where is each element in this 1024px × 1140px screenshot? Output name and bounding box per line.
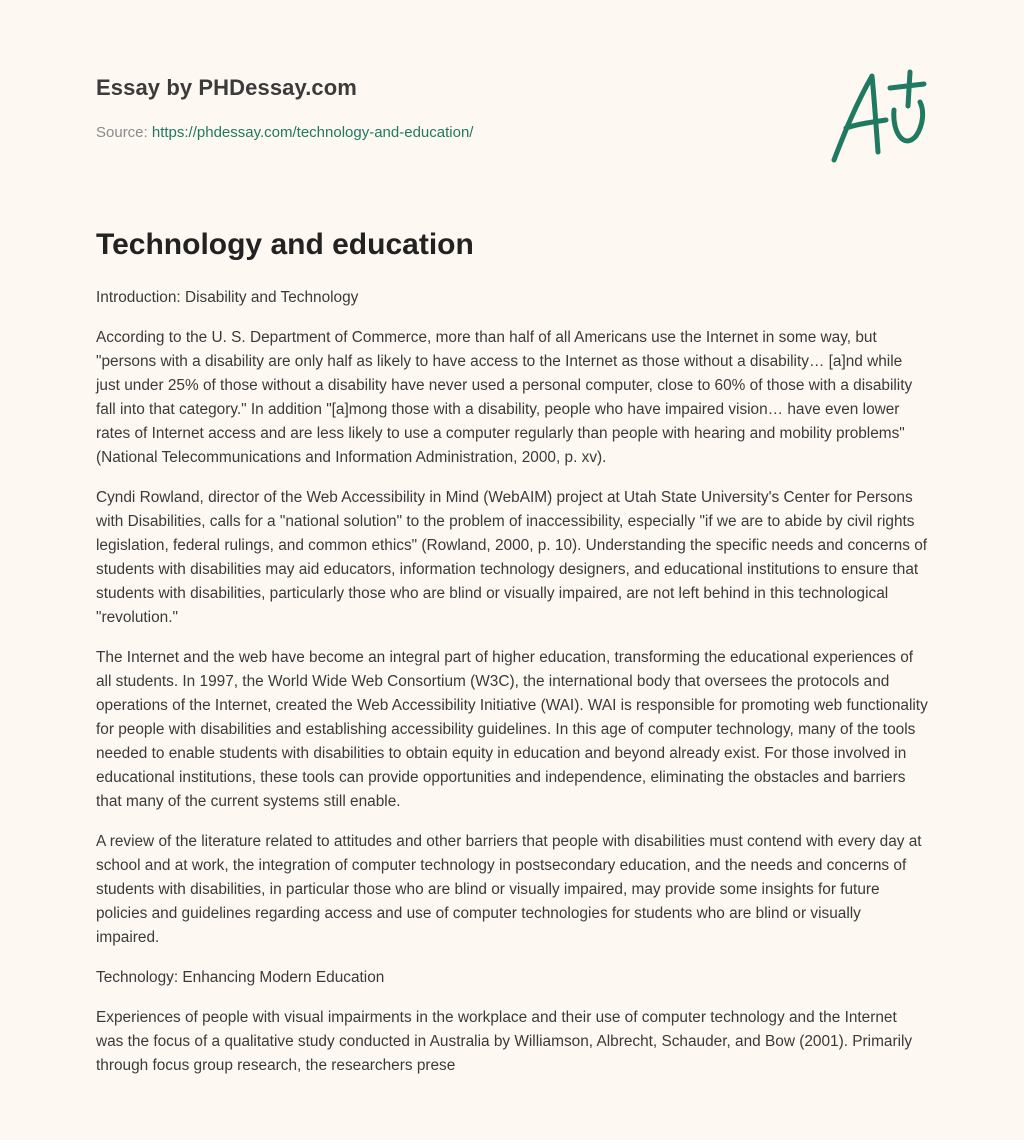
a-plus-logo-icon bbox=[828, 66, 932, 166]
essay-paragraph: A review of the literature related to attitudes and other barriers that people with disabilities must contend with every day at school and at work, the integration of computer technology in postsecondary education, and the needs and concerns of students with disabilities, in particular those who are blind or visually impaired, may provide some insights for future policies and guidelines regarding access and use of computer technologies for students who are blind or visually impaired. bbox=[96, 833, 922, 946]
essay-title: Technology and education bbox=[96, 228, 474, 261]
source-link[interactable]: https://phdessay.com/technology-and-education/ bbox=[151, 124, 474, 141]
essay-paragraph: Experiences of people with visual impairments in the workplace and their use of computer technology and the Internet was the focus of a qualitative study conducted in Australia by Williamson, Albrecht, Schauder, and Bow (2001). Primarily through focus group research, the researchers prese bbox=[96, 1009, 913, 1074]
essay-paragraph: Technology: Enhancing Modern Education bbox=[96, 969, 385, 986]
source-label: Source: bbox=[96, 124, 148, 141]
essay-paragraph: The Internet and the web have become an integral part of higher education, transforming the educational experiences of all students. In 1997, the World Wide Web Consortium (W3C), the international body that oversees the protocols and operations of the Internet, created the Web Accessibility Initiative (WAI). WAI is responsible for promoting web functionality for people with disabilities and establishing accessibility guidelines. In this age of computer technology, many of the tools needed to enable students with disabilities to obtain equity in education and beyond already exist. For those involved in educational institutions, these tools can provide opportunities and independence, eliminating the obstacles and barriers that many of the current systems still enable. bbox=[96, 649, 928, 810]
essay-body bbox=[96, 286, 928, 1078]
essay-paragraph: According to the U. S. Department of Commerce, more than half of all Americans use the Internet in some way, but "persons with a disability are only half as likely to have access to the Internet as those without a disability… [a]nd while just under 25% of those without a disability have never used a personal computer, close to 60% of those with a disability fall into that category." In addition "[a]mong those with a disability, people who have impaired vision… have even lower rates of Internet access and are less likely to use a computer regularly than people with hearing and mobility problems" (National Telecommunications and Information Administration, 2000, p. xv). bbox=[96, 329, 913, 466]
essay-paragraph: Cyndi Rowland, director of the Web Accessibility in Mind (WebAIM) project at Utah State University's Center for Persons with Disabilities, calls for a "national solution" to the problem of inaccessibility, especially "if we are to abide by civil rights legislation, federal rulings, and common ethics" (Rowland, 2000, p. 10). Understanding the specific needs and concerns of students with disabilities may aid educators, information technology designers, and educational institutions to ensure that students with disabilities, particularly those who are blind or visually impaired, are not left behind in this technological "revolution." bbox=[96, 489, 928, 626]
site-title: Essay by PHDessay.com bbox=[96, 75, 357, 100]
page-header bbox=[96, 0, 928, 200]
essay-paragraph: Introduction: Disability and Technology bbox=[96, 289, 359, 306]
source-line bbox=[96, 124, 473, 141]
